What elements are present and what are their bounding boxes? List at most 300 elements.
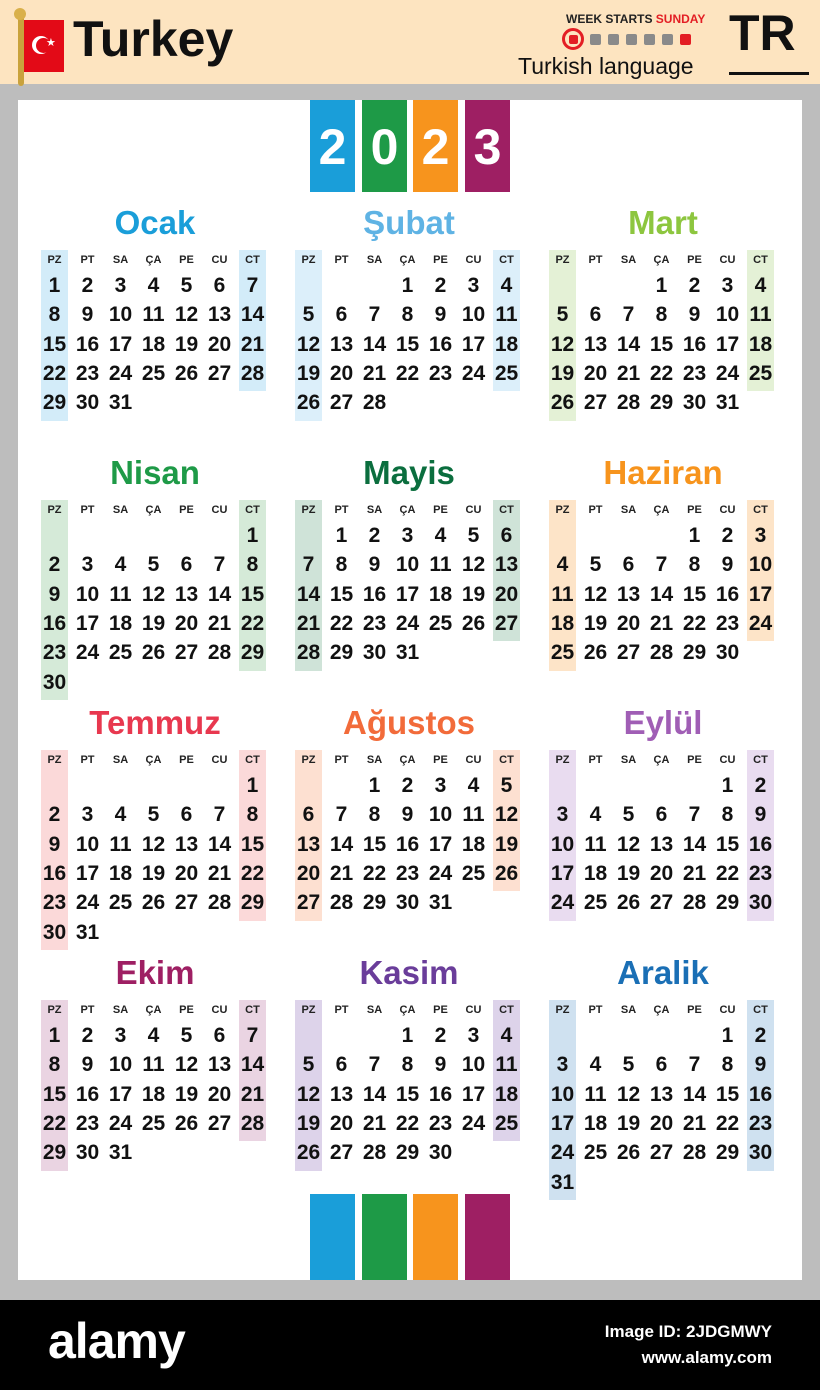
day-number: 30	[75, 391, 100, 415]
day-number: 14	[362, 332, 387, 356]
weekday-header: PZ	[47, 504, 62, 516]
day-number: 30	[42, 920, 67, 944]
day-number: 24	[75, 891, 100, 915]
day-number: 28	[296, 641, 321, 665]
weekday-dot	[608, 34, 619, 45]
day-number: 14	[682, 832, 707, 856]
day-number: 19	[616, 861, 641, 885]
day-number: 27	[494, 611, 519, 635]
weekday-header: PT	[80, 254, 95, 266]
day-number: 30	[75, 1141, 100, 1165]
day-number: 12	[461, 553, 486, 577]
day-number: 6	[655, 803, 668, 827]
day-number: 19	[296, 361, 321, 385]
day-number: 26	[616, 891, 641, 915]
day-number: 31	[715, 391, 740, 415]
day-number: 11	[584, 832, 607, 856]
day-number: 17	[75, 861, 100, 885]
day-number: 4	[467, 774, 480, 797]
weekday-header: SA	[620, 754, 637, 766]
calendar-header	[0, 0, 820, 84]
day-number: 10	[748, 553, 773, 577]
day-number: 2	[368, 524, 381, 547]
weekday-header: SA	[366, 754, 383, 766]
day-number: 6	[213, 1024, 226, 1047]
day-number: 8	[401, 303, 414, 327]
saturday-dot	[680, 34, 691, 45]
day-number: 9	[401, 803, 414, 827]
day-number: 23	[395, 861, 420, 885]
day-number: 17	[108, 1082, 133, 1106]
day-number: 19	[583, 611, 608, 635]
month-day-grid	[546, 250, 780, 430]
weekday-header: PT	[334, 1004, 349, 1016]
weekday-header: PE	[687, 254, 702, 266]
day-number: 10	[108, 303, 133, 327]
day-number: 14	[240, 1053, 265, 1077]
day-number: 12	[174, 303, 199, 327]
day-number: 25	[494, 1111, 519, 1135]
weekday-header: ÇA	[653, 254, 670, 266]
day-number: 6	[335, 303, 348, 327]
day-number: 13	[329, 1082, 354, 1106]
weekday-header: CT	[245, 754, 260, 766]
weekday-header: ÇA	[145, 504, 162, 516]
day-number: 31	[75, 920, 100, 944]
day-number: 19	[616, 1111, 641, 1135]
day-number: 18	[461, 832, 486, 856]
day-number: 26	[616, 1141, 641, 1165]
day-number: 2	[48, 553, 61, 577]
weekday-header: PZ	[301, 1004, 316, 1016]
day-number: 4	[114, 803, 127, 827]
day-number: 1	[688, 524, 701, 547]
month-name: Kasim	[359, 954, 459, 991]
day-number: 19	[550, 361, 575, 385]
weekday-header: PT	[334, 254, 349, 266]
month-day-grid	[546, 500, 780, 680]
weekday-header: PZ	[47, 1004, 62, 1016]
day-number: 23	[362, 611, 387, 635]
day-number: 7	[368, 303, 381, 327]
month-name: Aralik	[617, 954, 709, 991]
day-number: 17	[550, 861, 575, 885]
month-name: Ocak	[114, 204, 196, 241]
weekday-header: PT	[80, 504, 95, 516]
weekday-header: CU	[211, 1004, 228, 1016]
day-number: 28	[207, 641, 232, 665]
weekday-header: CU	[719, 1004, 736, 1016]
day-number: 12	[616, 832, 641, 856]
day-number: 13	[583, 332, 608, 356]
day-number: 9	[754, 1053, 767, 1077]
day-number: 11	[429, 553, 452, 577]
day-number: 1	[401, 274, 414, 297]
day-number: 26	[296, 391, 321, 415]
day-number: 17	[461, 1082, 486, 1106]
day-number: 20	[174, 611, 199, 635]
day-number: 14	[207, 582, 232, 606]
weekday-header: PZ	[555, 254, 570, 266]
day-number: 3	[114, 1024, 127, 1047]
day-number: 21	[362, 361, 387, 385]
language-label: Turkish language	[518, 53, 694, 79]
day-number: 25	[428, 611, 453, 635]
day-number: 4	[147, 1024, 160, 1047]
day-number: 5	[147, 803, 160, 827]
day-number: 24	[75, 641, 100, 665]
day-number: 7	[246, 274, 259, 297]
day-number: 11	[109, 582, 132, 606]
day-number: 5	[500, 774, 513, 797]
day-number: 21	[296, 611, 321, 635]
day-number: 11	[142, 1053, 165, 1077]
day-number: 5	[180, 1024, 193, 1047]
weekday-header: SA	[620, 254, 637, 266]
day-number: 2	[721, 524, 734, 547]
weekday-header: CU	[719, 504, 736, 516]
day-number: 9	[721, 553, 734, 577]
day-number: 15	[715, 1082, 740, 1106]
weekday-header: SA	[112, 504, 129, 516]
weekday-header: CT	[245, 254, 260, 266]
weekday-header: CU	[211, 504, 228, 516]
day-number: 22	[362, 861, 387, 885]
flag-pole-finial	[14, 8, 26, 20]
day-number: 20	[207, 332, 232, 356]
weekday-header: PE	[433, 504, 448, 516]
day-number: 2	[48, 803, 61, 827]
day-number: 14	[240, 303, 265, 327]
day-number: 13	[494, 553, 519, 577]
weekday-header: PT	[588, 1004, 603, 1016]
day-number: 15	[240, 832, 265, 856]
day-number: 4	[147, 274, 160, 297]
day-number: 18	[141, 1082, 166, 1106]
day-number: 11	[495, 1053, 518, 1077]
weekday-header: SA	[112, 1004, 129, 1016]
day-number: 18	[583, 861, 608, 885]
day-number: 2	[754, 1024, 767, 1047]
weekday-header: CT	[753, 1004, 768, 1016]
month-name: Ekim	[115, 954, 195, 991]
weekday-header: SA	[620, 504, 637, 516]
day-number: 6	[500, 524, 513, 547]
day-number: 15	[395, 332, 420, 356]
day-number: 22	[682, 611, 707, 635]
weekday-header: PZ	[47, 754, 62, 766]
day-number: 12	[174, 1053, 199, 1077]
day-number: 9	[81, 1053, 94, 1077]
day-number: 9	[434, 303, 447, 327]
day-number: 15	[715, 832, 740, 856]
day-number: 1	[246, 524, 259, 547]
day-number: 10	[550, 832, 575, 856]
day-number: 7	[335, 803, 348, 827]
sunday-marker-icon	[562, 28, 584, 50]
day-number: 6	[213, 274, 226, 297]
day-number: 8	[368, 803, 381, 827]
weekday-header: PE	[433, 254, 448, 266]
site-url: www.alamy.com	[641, 1348, 772, 1367]
weekday-header: ÇA	[145, 1004, 162, 1016]
day-number: 11	[109, 832, 132, 856]
day-number: 6	[589, 303, 602, 327]
day-number: 10	[461, 303, 486, 327]
day-number: 15	[42, 332, 67, 356]
day-number: 10	[395, 553, 420, 577]
day-number: 20	[649, 1111, 674, 1135]
day-number: 28	[682, 891, 707, 915]
day-number: 4	[589, 1053, 602, 1077]
month-name: Şubat	[363, 204, 455, 241]
weekday-header: SA	[112, 254, 129, 266]
day-number: 18	[141, 332, 166, 356]
month-name: Temmuz	[89, 704, 221, 741]
day-number: 5	[622, 1053, 635, 1077]
bottom-color-block	[362, 1194, 407, 1280]
day-number: 21	[682, 1111, 707, 1135]
day-number: 19	[494, 832, 519, 856]
weekday-header: CU	[465, 754, 482, 766]
day-number: 12	[494, 803, 519, 827]
day-number: 16	[75, 332, 100, 356]
day-number: 24	[461, 361, 486, 385]
day-number: 3	[114, 274, 127, 297]
month-day-grid	[546, 1000, 780, 1194]
day-number: 15	[395, 1082, 420, 1106]
day-number: 11	[584, 1082, 607, 1106]
month-name: Nisan	[110, 454, 200, 491]
day-number: 19	[174, 332, 199, 356]
day-number: 26	[461, 611, 486, 635]
day-number: 29	[362, 891, 387, 915]
day-number: 30	[428, 1141, 453, 1165]
day-number: 23	[428, 361, 453, 385]
day-number: 18	[108, 861, 133, 885]
day-number: 24	[550, 891, 575, 915]
weekday-dot	[590, 34, 601, 45]
day-number: 23	[75, 1111, 100, 1135]
day-number: 8	[335, 553, 348, 577]
day-number: 11	[142, 303, 165, 327]
alamy-logo: alamy	[48, 1313, 185, 1369]
day-number: 3	[434, 774, 447, 797]
day-number: 12	[616, 1082, 641, 1106]
weekday-header: SA	[366, 254, 383, 266]
day-number: 29	[42, 1141, 67, 1165]
day-number: 16	[748, 1082, 773, 1106]
day-number: 26	[141, 641, 166, 665]
weekday-header: CT	[499, 254, 514, 266]
day-number: 13	[174, 582, 199, 606]
day-number: 16	[682, 332, 707, 356]
day-number: 22	[329, 611, 354, 635]
day-number: 21	[207, 611, 232, 635]
day-number: 14	[616, 332, 641, 356]
day-number: 9	[434, 1053, 447, 1077]
day-number: 22	[395, 361, 420, 385]
day-number: 25	[494, 361, 519, 385]
day-number: 2	[434, 1024, 447, 1047]
day-number: 8	[721, 1053, 734, 1077]
weekday-header: CU	[465, 254, 482, 266]
day-number: 12	[296, 1082, 321, 1106]
bottom-color-block	[413, 1194, 458, 1280]
day-number: 2	[688, 274, 701, 297]
day-number: 25	[583, 1141, 608, 1165]
day-number: 3	[754, 524, 767, 547]
day-number: 5	[302, 1053, 315, 1077]
day-number: 25	[748, 361, 773, 385]
day-number: 13	[649, 832, 674, 856]
day-number: 29	[395, 1141, 420, 1165]
day-number: 15	[682, 582, 707, 606]
day-number: 9	[48, 832, 61, 856]
day-number: 9	[368, 553, 381, 577]
day-number: 20	[494, 582, 519, 606]
weekday-header: PT	[80, 754, 95, 766]
weekday-header: ÇA	[145, 754, 162, 766]
day-number: 16	[42, 861, 67, 885]
day-number: 16	[428, 332, 453, 356]
day-number: 27	[207, 361, 232, 385]
day-number: 8	[401, 1053, 414, 1077]
day-number: 27	[296, 891, 321, 915]
weekday-header: PE	[687, 754, 702, 766]
day-number: 29	[715, 891, 740, 915]
weekday-dot	[662, 34, 673, 45]
weekday-header: PE	[687, 504, 702, 516]
day-number: 29	[682, 641, 707, 665]
weekday-dot	[644, 34, 655, 45]
day-number: 27	[174, 891, 199, 915]
day-number: 11	[749, 303, 772, 327]
day-number: 26	[174, 1111, 199, 1135]
day-number: 5	[302, 303, 315, 327]
day-number: 7	[246, 1024, 259, 1047]
weekday-header: CT	[499, 1004, 514, 1016]
day-number: 6	[335, 1053, 348, 1077]
day-number: 7	[368, 1053, 381, 1077]
day-number: 1	[655, 274, 668, 297]
weekday-header: PE	[687, 1004, 702, 1016]
weekday-header: SA	[620, 1004, 637, 1016]
day-number: 5	[589, 553, 602, 577]
day-number: 17	[461, 332, 486, 356]
day-number: 12	[141, 582, 166, 606]
day-number: 6	[180, 553, 193, 577]
day-number: 11	[551, 582, 574, 606]
day-number: 27	[583, 391, 608, 415]
day-number: 14	[329, 832, 354, 856]
day-number: 24	[108, 1111, 133, 1135]
weekday-header: ÇA	[653, 1004, 670, 1016]
month-day-grid	[292, 750, 526, 930]
day-number: 27	[616, 641, 641, 665]
day-number: 13	[207, 303, 232, 327]
day-number: 4	[114, 553, 127, 577]
weekday-header: PE	[179, 1004, 194, 1016]
day-number: 21	[207, 861, 232, 885]
day-number: 9	[688, 303, 701, 327]
day-number: 18	[108, 611, 133, 635]
day-number: 26	[141, 891, 166, 915]
day-number: 24	[428, 861, 453, 885]
day-number: 24	[715, 361, 740, 385]
day-number: 28	[682, 1141, 707, 1165]
day-number: 10	[108, 1053, 133, 1077]
day-number: 25	[461, 861, 486, 885]
day-number: 18	[494, 332, 519, 356]
month-name: Haziran	[603, 454, 723, 491]
day-number: 10	[550, 1082, 575, 1106]
day-number: 6	[180, 803, 193, 827]
day-number: 5	[622, 803, 635, 827]
day-number: 28	[240, 361, 265, 385]
day-number: 25	[108, 891, 133, 915]
day-number: 11	[495, 303, 518, 327]
turkey-flag-icon: ★	[24, 20, 64, 72]
day-number: 22	[649, 361, 674, 385]
day-number: 31	[428, 891, 453, 915]
weekday-header: PT	[334, 504, 349, 516]
day-number: 12	[296, 332, 321, 356]
day-number: 16	[395, 832, 420, 856]
day-number: 4	[754, 274, 767, 297]
weekday-header: PT	[588, 504, 603, 516]
day-number: 23	[428, 1111, 453, 1135]
day-number: 12	[141, 832, 166, 856]
day-number: 18	[494, 1082, 519, 1106]
weekday-header: CT	[753, 254, 768, 266]
weekday-header: PZ	[301, 254, 316, 266]
day-number: 28	[649, 641, 674, 665]
country-code: TR	[729, 5, 796, 61]
weekday-header: PZ	[555, 754, 570, 766]
day-number: 16	[715, 582, 740, 606]
day-number: 8	[48, 1053, 61, 1077]
day-number: 15	[240, 582, 265, 606]
day-number: 22	[395, 1111, 420, 1135]
day-number: 30	[42, 670, 67, 694]
day-number: 26	[583, 641, 608, 665]
day-number: 14	[682, 1082, 707, 1106]
day-number: 3	[556, 803, 569, 827]
day-number: 31	[108, 1141, 133, 1165]
day-number: 28	[329, 891, 354, 915]
day-number: 30	[362, 641, 387, 665]
day-number: 23	[748, 861, 773, 885]
day-number: 3	[81, 803, 94, 827]
weekday-header: PT	[588, 754, 603, 766]
country-title: Turkey	[73, 11, 234, 67]
day-number: 4	[556, 553, 569, 577]
day-number: 1	[401, 1024, 414, 1047]
day-number: 24	[748, 611, 773, 635]
day-number: 20	[616, 611, 641, 635]
bottom-color-block	[310, 1194, 355, 1280]
weekday-header: CU	[465, 504, 482, 516]
day-number: 5	[556, 303, 569, 327]
weekday-header: SA	[366, 1004, 383, 1016]
day-number: 1	[48, 274, 61, 297]
month-name: Mayis	[363, 454, 455, 491]
weekday-dot	[626, 34, 637, 45]
day-number: 29	[240, 641, 265, 665]
day-number: 28	[240, 1111, 265, 1135]
day-number: 10	[715, 303, 740, 327]
